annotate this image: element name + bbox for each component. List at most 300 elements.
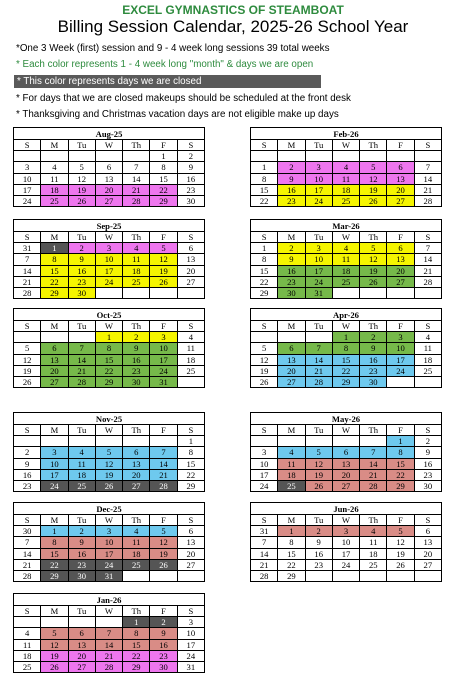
day-cell: 5	[95, 447, 122, 458]
day-cell: 17	[150, 354, 177, 365]
day-cell: 12	[360, 173, 387, 184]
day-cell: 21	[14, 276, 41, 287]
day-cell: 17	[332, 548, 359, 559]
month-title: Apr-26	[251, 309, 442, 321]
day-header: Tu	[305, 425, 332, 436]
day-cell: 20	[414, 548, 441, 559]
day-header: Tu	[305, 232, 332, 243]
day-cell: 1	[41, 243, 68, 254]
day-cell: 23	[360, 365, 387, 376]
day-cell: 21	[95, 650, 122, 661]
day-header: W	[332, 232, 359, 243]
day-cell: 11	[14, 639, 41, 650]
day-cell: 1	[123, 617, 150, 628]
day-cell: 29	[332, 377, 359, 388]
day-cell: 5	[68, 162, 95, 173]
day-cell: 13	[123, 458, 150, 469]
day-header: F	[150, 606, 177, 617]
day-cell: 5	[387, 526, 414, 537]
day-cell: 18	[14, 650, 41, 661]
day-cell: 18	[278, 469, 305, 480]
day-cell	[332, 151, 359, 162]
day-cell: 9	[150, 628, 177, 639]
day-cell: 14	[251, 548, 278, 559]
day-cell: 1	[41, 526, 68, 537]
day-cell	[150, 436, 177, 447]
month-title: Aug-25	[14, 128, 205, 140]
day-cell	[360, 151, 387, 162]
day-cell: 6	[414, 526, 441, 537]
day-cell: 30	[150, 662, 177, 673]
day-header: Th	[360, 232, 387, 243]
day-cell: 20	[278, 365, 305, 376]
day-header: S	[177, 140, 204, 151]
day-cell: 24	[95, 559, 122, 570]
day-cell: 26	[150, 559, 177, 570]
day-cell: 24	[95, 276, 122, 287]
day-cell: 23	[14, 481, 41, 492]
day-cell: 15	[387, 458, 414, 469]
day-cell: 19	[95, 469, 122, 480]
day-cell: 7	[95, 628, 122, 639]
day-cell: 15	[41, 548, 68, 559]
note-vacation: * Thanksgiving and Christmas vacation days are not eligible make up days	[16, 109, 339, 120]
day-cell: 30	[14, 526, 41, 537]
day-cell: 7	[251, 537, 278, 548]
day-cell: 8	[41, 537, 68, 548]
day-header: Th	[123, 515, 150, 526]
day-cell: 16	[177, 173, 204, 184]
day-header: F	[387, 140, 414, 151]
day-cell	[177, 377, 204, 388]
day-header: S	[14, 606, 41, 617]
day-cell: 11	[414, 343, 441, 354]
day-header: M	[278, 321, 305, 332]
note-makeups: * For days that we are closed makeups should be scheduled at the front desk	[16, 93, 351, 104]
day-cell: 8	[95, 343, 122, 354]
day-cell: 14	[360, 458, 387, 469]
day-cell: 9	[68, 537, 95, 548]
day-cell: 14	[150, 458, 177, 469]
day-cell: 14	[414, 173, 441, 184]
day-cell: 8	[387, 447, 414, 458]
day-header: Th	[360, 140, 387, 151]
day-cell: 10	[305, 254, 332, 265]
day-cell	[414, 151, 441, 162]
day-cell	[305, 436, 332, 447]
day-cell: 26	[41, 662, 68, 673]
day-cell: 30	[414, 481, 441, 492]
day-cell: 1	[251, 243, 278, 254]
day-header: Th	[123, 140, 150, 151]
day-header: M	[278, 515, 305, 526]
day-cell: 12	[387, 537, 414, 548]
day-cell: 10	[150, 343, 177, 354]
day-cell: 8	[251, 254, 278, 265]
day-cell: 2	[414, 436, 441, 447]
day-cell: 31	[177, 662, 204, 673]
day-cell	[68, 151, 95, 162]
day-cell: 30	[68, 571, 95, 582]
month-calendar-aug-25	[13, 127, 205, 207]
day-cell: 10	[41, 458, 68, 469]
day-cell: 3	[150, 332, 177, 343]
month-calendar-apr-26	[250, 308, 442, 388]
day-cell	[41, 617, 68, 628]
day-cell: 5	[360, 243, 387, 254]
day-cell: 15	[123, 639, 150, 650]
day-cell	[251, 436, 278, 447]
day-header: Th	[360, 515, 387, 526]
day-cell: 1	[177, 436, 204, 447]
day-cell: 5	[305, 447, 332, 458]
day-cell: 12	[251, 354, 278, 365]
day-cell: 19	[41, 650, 68, 661]
day-header: F	[150, 515, 177, 526]
day-cell: 20	[332, 469, 359, 480]
month-calendar-dec-25	[13, 502, 205, 582]
day-cell: 26	[150, 276, 177, 287]
day-header: F	[150, 140, 177, 151]
day-cell: 23	[150, 650, 177, 661]
day-cell: 15	[41, 265, 68, 276]
day-cell: 23	[68, 559, 95, 570]
day-cell: 19	[251, 365, 278, 376]
day-cell: 9	[123, 343, 150, 354]
day-cell: 18	[177, 354, 204, 365]
day-cell: 8	[123, 628, 150, 639]
day-cell	[387, 151, 414, 162]
day-cell	[123, 436, 150, 447]
day-cell	[305, 571, 332, 582]
day-cell: 4	[68, 447, 95, 458]
day-cell: 17	[251, 469, 278, 480]
day-cell: 13	[278, 354, 305, 365]
day-header: M	[278, 425, 305, 436]
day-cell	[95, 288, 122, 299]
day-cell: 15	[251, 184, 278, 195]
day-cell: 4	[278, 447, 305, 458]
day-header: Th	[360, 321, 387, 332]
day-cell: 22	[251, 276, 278, 287]
day-cell: 2	[14, 447, 41, 458]
day-cell: 29	[387, 481, 414, 492]
day-cell: 27	[41, 377, 68, 388]
day-cell: 28	[123, 196, 150, 207]
day-cell: 8	[177, 447, 204, 458]
day-cell: 18	[68, 469, 95, 480]
day-cell: 31	[251, 526, 278, 537]
day-cell: 4	[332, 162, 359, 173]
day-cell: 22	[387, 469, 414, 480]
day-header: S	[14, 321, 41, 332]
day-header: W	[95, 232, 122, 243]
day-cell	[332, 571, 359, 582]
day-cell: 9	[68, 254, 95, 265]
day-cell: 26	[360, 196, 387, 207]
page-title: Billing Session Calendar, 2025-26 School Year	[57, 17, 409, 36]
day-cell	[95, 151, 122, 162]
day-header: W	[95, 606, 122, 617]
day-cell: 22	[41, 276, 68, 287]
day-cell	[95, 617, 122, 628]
day-cell: 21	[123, 184, 150, 195]
day-cell: 9	[360, 343, 387, 354]
day-cell: 2	[278, 243, 305, 254]
day-cell: 24	[305, 276, 332, 287]
day-cell: 3	[251, 447, 278, 458]
day-header: M	[278, 140, 305, 151]
day-cell	[177, 571, 204, 582]
day-cell: 11	[332, 254, 359, 265]
day-cell: 26	[95, 481, 122, 492]
day-cell: 14	[414, 254, 441, 265]
day-cell: 31	[95, 571, 122, 582]
day-cell	[305, 151, 332, 162]
day-cell: 20	[177, 265, 204, 276]
day-cell: 6	[387, 243, 414, 254]
day-cell: 26	[68, 196, 95, 207]
day-header: F	[387, 515, 414, 526]
day-cell: 14	[14, 265, 41, 276]
day-cell	[251, 332, 278, 343]
day-cell: 22	[332, 365, 359, 376]
note-sessions: *One 3 Week (first) session and 9 - 4 week long sessions 39 total weeks	[16, 43, 330, 54]
day-cell: 3	[387, 332, 414, 343]
day-cell	[278, 436, 305, 447]
day-cell: 16	[14, 469, 41, 480]
day-cell: 29	[150, 196, 177, 207]
day-cell: 9	[278, 254, 305, 265]
day-cell: 25	[278, 481, 305, 492]
day-cell: 31	[305, 288, 332, 299]
day-cell: 5	[150, 526, 177, 537]
day-cell: 12	[150, 537, 177, 548]
day-cell: 20	[387, 184, 414, 195]
day-cell	[387, 288, 414, 299]
day-header: Tu	[68, 425, 95, 436]
day-cell: 3	[305, 243, 332, 254]
day-cell: 27	[387, 276, 414, 287]
day-cell	[68, 332, 95, 343]
day-header: F	[150, 232, 177, 243]
day-cell: 17	[95, 265, 122, 276]
day-header: Tu	[305, 515, 332, 526]
day-cell: 25	[332, 196, 359, 207]
day-cell: 19	[14, 365, 41, 376]
day-cell	[41, 332, 68, 343]
day-cell	[278, 151, 305, 162]
day-cell: 16	[68, 548, 95, 559]
day-cell: 18	[360, 548, 387, 559]
day-cell: 14	[14, 548, 41, 559]
month-title: Oct-25	[14, 309, 205, 321]
month-calendar-jan-26	[13, 593, 205, 673]
day-cell: 12	[360, 254, 387, 265]
day-cell: 13	[177, 254, 204, 265]
day-header: S	[414, 232, 441, 243]
day-cell: 10	[387, 343, 414, 354]
day-header: S	[414, 425, 441, 436]
day-cell: 19	[68, 184, 95, 195]
day-cell	[177, 288, 204, 299]
day-cell: 22	[95, 365, 122, 376]
day-cell: 1	[150, 151, 177, 162]
day-cell	[14, 436, 41, 447]
day-cell: 2	[68, 526, 95, 537]
day-cell: 16	[360, 354, 387, 365]
day-cell: 10	[95, 254, 122, 265]
day-cell: 3	[41, 447, 68, 458]
day-cell: 8	[278, 537, 305, 548]
day-cell	[68, 617, 95, 628]
day-cell: 22	[278, 559, 305, 570]
day-cell: 10	[251, 458, 278, 469]
day-header: S	[251, 140, 278, 151]
day-cell: 20	[68, 650, 95, 661]
day-cell: 16	[123, 354, 150, 365]
day-cell: 25	[41, 196, 68, 207]
day-cell: 24	[251, 481, 278, 492]
day-header: M	[41, 425, 68, 436]
day-cell: 10	[305, 173, 332, 184]
day-cell: 18	[41, 184, 68, 195]
day-header: M	[278, 232, 305, 243]
day-cell: 4	[123, 526, 150, 537]
day-cell: 18	[414, 354, 441, 365]
day-cell: 13	[68, 639, 95, 650]
org-name: EXCEL GYMNASTICS OF STEAMBOAT	[122, 3, 344, 17]
day-header: W	[95, 321, 122, 332]
day-cell: 9	[278, 173, 305, 184]
day-cell: 23	[177, 184, 204, 195]
day-cell: 24	[387, 365, 414, 376]
day-cell	[68, 436, 95, 447]
day-cell: 6	[177, 526, 204, 537]
day-cell: 21	[68, 365, 95, 376]
day-cell: 24	[177, 650, 204, 661]
day-cell: 27	[95, 196, 122, 207]
day-cell: 11	[41, 173, 68, 184]
day-header: Th	[123, 321, 150, 332]
day-cell: 13	[41, 354, 68, 365]
day-header: Th	[123, 425, 150, 436]
day-cell: 5	[251, 343, 278, 354]
day-cell: 1	[387, 436, 414, 447]
day-header: S	[14, 140, 41, 151]
day-cell: 23	[278, 196, 305, 207]
day-cell: 8	[41, 254, 68, 265]
day-cell	[41, 436, 68, 447]
month-title: Jun-26	[251, 503, 442, 515]
day-cell: 22	[177, 469, 204, 480]
day-header: S	[414, 140, 441, 151]
day-header: M	[41, 140, 68, 151]
day-cell: 6	[387, 162, 414, 173]
day-cell: 25	[414, 365, 441, 376]
month-calendar-mar-26	[250, 219, 442, 299]
day-cell: 7	[414, 162, 441, 173]
day-header: Tu	[68, 515, 95, 526]
day-cell	[14, 151, 41, 162]
day-header: W	[332, 140, 359, 151]
day-cell: 29	[123, 662, 150, 673]
day-cell: 14	[95, 639, 122, 650]
day-cell: 24	[305, 196, 332, 207]
day-cell: 7	[14, 537, 41, 548]
day-cell: 1	[278, 526, 305, 537]
day-cell: 3	[177, 617, 204, 628]
day-cell: 4	[177, 332, 204, 343]
day-cell: 17	[305, 184, 332, 195]
day-cell: 7	[305, 343, 332, 354]
day-cell: 28	[305, 377, 332, 388]
day-header: S	[14, 515, 41, 526]
day-cell: 12	[95, 458, 122, 469]
day-cell: 27	[414, 559, 441, 570]
day-cell: 30	[360, 377, 387, 388]
day-cell: 10	[14, 173, 41, 184]
day-cell	[387, 377, 414, 388]
day-cell: 24	[14, 196, 41, 207]
day-cell: 5	[41, 628, 68, 639]
day-cell: 26	[360, 276, 387, 287]
day-cell: 19	[387, 548, 414, 559]
day-cell: 2	[123, 332, 150, 343]
day-cell: 9	[14, 458, 41, 469]
day-cell: 12	[68, 173, 95, 184]
day-cell: 20	[387, 265, 414, 276]
day-cell: 16	[68, 265, 95, 276]
day-header: S	[251, 425, 278, 436]
day-cell: 21	[305, 365, 332, 376]
day-cell	[414, 377, 441, 388]
day-cell: 31	[150, 377, 177, 388]
day-cell: 21	[251, 559, 278, 570]
day-header: S	[177, 232, 204, 243]
day-cell: 5	[360, 162, 387, 173]
day-header: M	[41, 321, 68, 332]
day-cell: 15	[251, 265, 278, 276]
day-cell: 28	[14, 571, 41, 582]
day-cell	[414, 571, 441, 582]
day-cell	[14, 332, 41, 343]
day-cell: 4	[360, 526, 387, 537]
day-cell: 25	[68, 481, 95, 492]
day-cell: 16	[150, 639, 177, 650]
day-cell: 5	[14, 343, 41, 354]
day-cell: 11	[332, 173, 359, 184]
day-cell: 17	[41, 469, 68, 480]
day-header: S	[251, 321, 278, 332]
day-cell: 14	[305, 354, 332, 365]
day-cell: 27	[177, 559, 204, 570]
day-cell: 3	[95, 243, 122, 254]
note-colors: * Each color represents 1 - 4 week long "month" & days we are open	[16, 59, 314, 70]
day-header: S	[251, 515, 278, 526]
month-calendar-sep-25	[13, 219, 205, 299]
day-cell: 16	[414, 458, 441, 469]
day-cell	[150, 288, 177, 299]
day-header: S	[177, 606, 204, 617]
day-header: W	[332, 515, 359, 526]
month-calendar-feb-26	[250, 127, 442, 207]
day-header: M	[41, 232, 68, 243]
day-cell: 11	[360, 537, 387, 548]
day-header: Th	[123, 606, 150, 617]
day-cell: 22	[123, 650, 150, 661]
day-cell	[387, 571, 414, 582]
